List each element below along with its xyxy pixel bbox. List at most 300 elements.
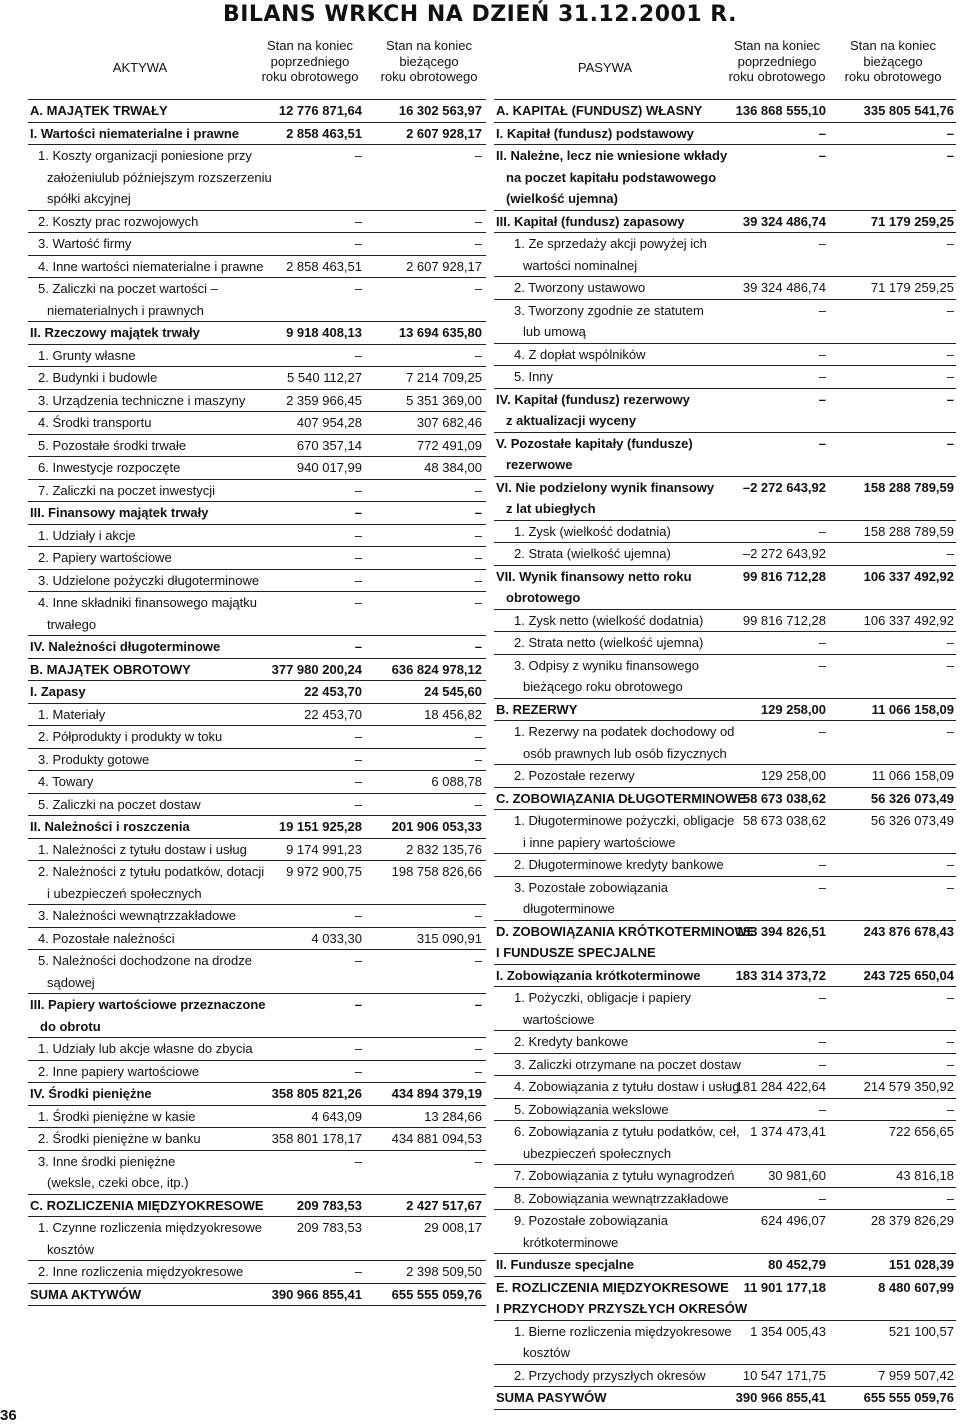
value-previous-year: – xyxy=(354,1063,362,1079)
row-label xyxy=(38,412,151,434)
table-row xyxy=(494,389,956,433)
header-line: roku obrotowego xyxy=(728,69,826,84)
value-previous-year: – xyxy=(818,236,826,251)
row-label-line: (wielkość ujemna) xyxy=(506,191,618,206)
header-line: Stan na koniec xyxy=(385,38,472,53)
value-previous-year: 1 374 473,41 xyxy=(750,1124,826,1139)
row-label xyxy=(38,1261,243,1283)
header-assets-curr xyxy=(374,38,484,85)
row-label-line: 2. Strata (wielkość ujemna) xyxy=(514,546,671,561)
row-label-line: krótkoterminowe xyxy=(523,1234,619,1250)
row-label-line: lub umową xyxy=(523,324,586,339)
value-current-year: – xyxy=(474,527,482,543)
table-row xyxy=(494,854,956,877)
row-label-line: VI. Nie podzielony wynik finansowy xyxy=(496,479,715,495)
value-previous-year: – xyxy=(354,213,362,229)
table-row xyxy=(28,704,486,727)
table-row xyxy=(28,547,486,570)
value-previous-year: 2 858 463,51 xyxy=(286,125,362,141)
row-label-line: E. ROZLICZENIA MIĘDZYOKRESOWE xyxy=(496,1279,729,1295)
value-current-year: 335 805 541,76 xyxy=(863,103,954,118)
value-previous-year: –2 272 643,92 xyxy=(742,479,826,495)
row-label-line: 2. Pozostałe rezerwy xyxy=(514,768,635,783)
row-label-line: 3. Należności wewnątrzzakładowe xyxy=(38,908,236,923)
row-label-line: 2. Papiery wartościowe xyxy=(38,550,172,565)
row-label-line: SUMA AKTYWÓW xyxy=(30,1286,141,1302)
row-label-line: ubezpieczeń społecznych xyxy=(523,1145,672,1161)
value-current-year: – xyxy=(946,1101,954,1117)
table-row xyxy=(494,145,956,211)
table-row xyxy=(494,987,956,1031)
value-current-year: – xyxy=(946,435,954,451)
row-label-line: II. Należności i roszczenia xyxy=(30,819,190,834)
value-current-year: 56 326 073,49 xyxy=(870,813,954,828)
value-previous-year: – xyxy=(354,953,362,968)
row-label xyxy=(38,928,175,950)
row-label-line: 3. Produkty gotowe xyxy=(38,751,150,767)
liabilities-column xyxy=(494,100,956,1410)
table-row xyxy=(494,566,956,610)
table-row xyxy=(28,839,486,862)
value-current-year: – xyxy=(946,346,954,362)
table-row xyxy=(494,1099,956,1122)
row-label-line: 3. Wartość firmy xyxy=(38,236,132,251)
header-line: Stan na koniec xyxy=(733,38,820,53)
value-current-year: 6 088,78 xyxy=(431,774,482,789)
row-label xyxy=(38,390,245,412)
row-label-line: do obrotu xyxy=(40,1018,101,1034)
row-label-line: 4. Środki transportu xyxy=(38,415,152,430)
row-label-line: 3. Tworzony zgodnie ze statutem xyxy=(514,302,704,318)
row-label xyxy=(38,145,272,210)
value-previous-year: 39 324 486,74 xyxy=(742,280,826,295)
row-label-line: 6. Zobowiązania z tytułu podatków, ceł, xyxy=(514,1124,740,1139)
row-label-line: 2. Długoterminowe kredyty bankowe xyxy=(514,857,724,872)
row-label-line: 2. Inne rozliczenia międzyokresowe xyxy=(38,1264,244,1279)
row-label xyxy=(496,566,692,609)
table-row xyxy=(28,322,486,345)
value-previous-year: 80 452,79 xyxy=(768,1257,826,1272)
table-row xyxy=(28,570,486,593)
value-previous-year: 9 972 900,75 xyxy=(286,864,362,879)
row-label-line: 3. Pozostałe zobowiązania xyxy=(514,879,668,895)
value-previous-year: – xyxy=(354,774,362,789)
table-row xyxy=(28,502,486,525)
row-label xyxy=(38,749,149,771)
value-previous-year: 407 954,28 xyxy=(296,415,362,430)
value-current-year: 521 100,57 xyxy=(888,1323,954,1339)
value-current-year: 158 288 789,59 xyxy=(863,523,954,539)
row-label xyxy=(496,100,702,122)
value-current-year: – xyxy=(946,657,954,673)
value-previous-year: 2 359 966,45 xyxy=(286,392,362,408)
header-assets-prev xyxy=(255,38,365,85)
value-previous-year: – xyxy=(354,751,362,767)
value-current-year: – xyxy=(946,391,954,407)
row-label xyxy=(38,861,264,904)
table-row xyxy=(494,788,956,811)
header-pasywa: PASYWA xyxy=(577,60,633,75)
row-label-line: obrotowego xyxy=(506,590,581,605)
value-previous-year: – xyxy=(818,125,826,141)
row-label-line: 2. Należności z tytułu podatków, dotacji xyxy=(38,864,265,879)
table-row xyxy=(28,659,486,682)
value-current-year: – xyxy=(474,482,482,498)
table-row xyxy=(28,256,486,279)
row-label-line: 1. Rezerwy na podatek dochodowy od xyxy=(514,724,735,739)
header-liab-curr xyxy=(838,38,948,85)
table-row xyxy=(28,435,486,458)
value-previous-year: 181 284 422,64 xyxy=(735,1079,826,1094)
row-label-line: wartości nominalnej xyxy=(523,257,638,273)
value-current-year: – xyxy=(474,1041,482,1056)
row-label xyxy=(38,525,136,547)
row-label-line: 3. Udzielone pożyczki długoterminowe xyxy=(38,572,260,588)
table-row xyxy=(494,765,956,788)
row-label-line: 1. Środki pieniężne w kasie xyxy=(38,1108,196,1124)
row-label xyxy=(514,721,734,764)
row-label-line: SUMA PASYWÓW xyxy=(496,1390,607,1405)
value-current-year: 13 284,66 xyxy=(424,1108,482,1124)
table-row xyxy=(494,300,956,344)
value-current-year: 48 384,00 xyxy=(424,460,482,475)
row-label-line: 8. Zobowiązania wewnątrzzakładowe xyxy=(514,1190,729,1206)
row-label xyxy=(38,256,263,278)
table-row xyxy=(494,1210,956,1254)
row-label xyxy=(514,810,734,853)
value-current-year: 28 379 826,29 xyxy=(870,1213,954,1228)
row-label xyxy=(38,1061,199,1083)
row-label-line: wartościowe xyxy=(523,1011,595,1027)
table-row xyxy=(28,390,486,413)
row-label xyxy=(514,1321,731,1364)
value-current-year: – xyxy=(474,347,482,363)
value-current-year: 307 682,46 xyxy=(416,415,482,430)
value-previous-year: – xyxy=(354,595,362,610)
table-row xyxy=(28,525,486,548)
value-current-year: 243 725 650,04 xyxy=(863,967,954,983)
row-label xyxy=(38,570,259,592)
value-previous-year: – xyxy=(354,908,362,923)
row-label xyxy=(496,145,727,210)
row-label-line: 2. Przychody przyszłych okresów xyxy=(514,1367,706,1383)
row-label-line: 7. Zaliczki na poczet inwestycji xyxy=(38,482,216,498)
value-current-year: 24 545,60 xyxy=(424,684,482,699)
value-previous-year: – xyxy=(354,796,362,812)
row-label xyxy=(38,1106,196,1128)
table-row xyxy=(494,655,956,699)
row-label xyxy=(38,1217,262,1260)
value-current-year: 243 876 678,43 xyxy=(863,923,954,939)
row-label-line: 3. Zaliczki otrzymane na poczet dostaw xyxy=(514,1056,741,1072)
row-label-line: II. Fundusze specjalne xyxy=(496,1257,634,1272)
row-label xyxy=(496,389,690,432)
row-label xyxy=(514,344,646,366)
row-label xyxy=(496,433,693,476)
value-current-year: – xyxy=(474,281,482,296)
row-label xyxy=(514,1165,734,1187)
row-label xyxy=(514,1031,628,1053)
row-label-line: 4. Inne wartości niematerialne i prawne xyxy=(38,258,264,274)
header-line: roku obrotowego xyxy=(261,69,359,84)
value-current-year: 315 090,91 xyxy=(416,930,482,946)
row-label-line: 4. Inne składniki finansowego majątku xyxy=(38,595,257,610)
row-label xyxy=(38,435,186,457)
table-row xyxy=(28,1106,486,1129)
row-label xyxy=(30,659,191,681)
table-row xyxy=(28,771,486,794)
table-row xyxy=(494,1321,956,1365)
row-label-line: z lat ubiegłych xyxy=(506,501,596,516)
row-label xyxy=(38,839,247,861)
row-label-line: 2. Koszty prac rozwojowych xyxy=(38,213,199,229)
table-row xyxy=(28,367,486,390)
row-label-line: II. Należne, lecz nie wniesione wkłady xyxy=(496,148,728,163)
value-current-year: 16 302 563,97 xyxy=(398,103,482,118)
row-label-line: założeniulub późniejszym rozszerzeniu xyxy=(47,169,272,185)
value-previous-year: – xyxy=(354,347,362,363)
row-label xyxy=(514,277,645,299)
value-previous-year: 670 357,14 xyxy=(296,437,362,453)
value-previous-year: –2 272 643,92 xyxy=(742,546,826,561)
table-row xyxy=(494,810,956,854)
value-previous-year: – xyxy=(818,523,826,539)
value-current-year: – xyxy=(946,990,954,1005)
value-current-year: – xyxy=(474,550,482,565)
value-current-year: – xyxy=(474,1153,482,1169)
table-row xyxy=(28,211,486,234)
row-label-line: 1. Udziały i akcje xyxy=(38,527,136,543)
row-label xyxy=(38,726,222,748)
value-current-year: 655 555 059,76 xyxy=(391,1286,482,1302)
value-current-year: 2 398 509,50 xyxy=(406,1264,482,1279)
value-previous-year: 4 643,09 xyxy=(311,1108,362,1124)
value-current-year: 158 288 789,59 xyxy=(863,479,954,495)
value-previous-year: – xyxy=(818,391,826,407)
table-row xyxy=(494,1365,956,1388)
value-previous-year: – xyxy=(354,997,362,1012)
value-previous-year: 9 918 408,13 xyxy=(286,325,362,340)
row-label-line: IV. Kapitał (fundusz) rezerwowy xyxy=(496,391,690,407)
row-label-line: 3. Odpisy z wyniku finansowego xyxy=(514,657,699,673)
row-label xyxy=(514,1099,669,1121)
value-current-year: 636 824 978,12 xyxy=(391,661,482,677)
row-label-line: 1. Ze sprzedaży akcji powyżej ich xyxy=(514,236,707,251)
value-current-year: – xyxy=(474,213,482,229)
row-label xyxy=(30,1284,141,1306)
value-current-year: 2 427 517,67 xyxy=(406,1197,482,1213)
table-row xyxy=(494,699,956,722)
row-label xyxy=(514,366,553,388)
row-label-line: II. Rzeczowy majątek trwały xyxy=(30,325,200,340)
row-label-line: D. ZOBOWIĄZANIA KRÓTKOTERMINOWE xyxy=(496,923,756,939)
table-row xyxy=(494,277,956,300)
table-row xyxy=(28,816,486,839)
value-previous-year: – xyxy=(354,505,362,520)
row-label xyxy=(38,457,180,479)
table-row xyxy=(494,721,956,765)
value-previous-year: – xyxy=(818,369,826,384)
value-previous-year: 30 981,60 xyxy=(768,1168,826,1183)
row-label xyxy=(514,543,671,565)
row-label xyxy=(30,123,239,145)
row-label xyxy=(38,233,131,255)
row-label-line: 4. Zobowiązania z tytułu dostaw i usług xyxy=(514,1079,740,1094)
row-label xyxy=(514,632,703,654)
value-previous-year: 11 901 177,18 xyxy=(743,1279,826,1295)
value-current-year: 772 491,09 xyxy=(416,437,482,453)
value-previous-year: – xyxy=(818,1034,826,1049)
value-current-year: – xyxy=(474,908,482,923)
row-label-line: 4. Pozostałe należności xyxy=(38,930,175,946)
row-label-line: III. Papiery wartościowe przeznaczone xyxy=(30,997,266,1012)
value-previous-year: 4 033,30 xyxy=(311,930,362,946)
header-liab-prev xyxy=(722,38,832,85)
value-previous-year: – xyxy=(818,857,826,872)
value-current-year: – xyxy=(474,953,482,968)
row-label-line: 1. Zysk netto (wielkość dodatnia) xyxy=(514,612,704,628)
table-row xyxy=(28,928,486,951)
row-label-line: VII. Wynik finansowy netto roku xyxy=(496,568,692,584)
row-label xyxy=(38,211,198,233)
value-previous-year: 2 858 463,51 xyxy=(286,258,362,274)
value-current-year: 8 480 607,99 xyxy=(878,1279,954,1295)
page-number: 36 xyxy=(0,1407,17,1424)
table-row xyxy=(494,1188,956,1211)
row-label xyxy=(38,547,172,569)
row-label-line: 5. Inny xyxy=(514,369,554,384)
table-row xyxy=(28,1083,486,1106)
value-previous-year: 58 673 038,62 xyxy=(742,813,826,828)
row-label xyxy=(38,1128,201,1150)
table-row xyxy=(28,1038,486,1061)
row-label-line: V. Pozostałe kapitały (fundusze) xyxy=(496,435,693,451)
table-row xyxy=(494,100,956,123)
value-previous-year: 358 801 178,17 xyxy=(271,1131,362,1146)
row-label xyxy=(514,233,707,276)
table-row xyxy=(28,412,486,435)
row-label-line: 5. Zobowiązania wekslowe xyxy=(514,1101,669,1117)
value-previous-year: – xyxy=(818,657,826,673)
value-previous-year: 209 783,53 xyxy=(296,1197,362,1213)
table-row xyxy=(494,1121,956,1165)
value-previous-year: – xyxy=(354,572,362,588)
value-previous-year: 358 805 821,26 xyxy=(271,1086,362,1101)
table-row xyxy=(28,994,486,1038)
value-previous-year: 39 324 486,74 xyxy=(742,213,826,229)
value-previous-year: 624 496,07 xyxy=(760,1213,826,1228)
row-label xyxy=(514,877,668,920)
row-label-line: 4. Z dopłat wspólników xyxy=(514,346,646,362)
value-current-year: 56 326 073,49 xyxy=(870,790,954,806)
header-line: poprzedniego xyxy=(270,53,350,69)
value-previous-year: 129 258,00 xyxy=(760,768,826,783)
value-previous-year: 183 314 373,72 xyxy=(735,967,826,983)
row-label xyxy=(30,681,86,703)
row-label-line: 1. Czynne rozliczenia międzyokresowe xyxy=(38,1220,262,1235)
value-current-year: – xyxy=(474,751,482,767)
value-current-year: – xyxy=(474,236,482,251)
row-label xyxy=(38,771,93,793)
table-row xyxy=(28,100,486,123)
value-current-year: 2 607 928,17 xyxy=(406,125,482,141)
value-previous-year: 10 547 171,75 xyxy=(742,1367,826,1383)
value-previous-year: – xyxy=(354,550,362,565)
table-row xyxy=(28,1217,486,1261)
row-label-line: IV. Należności długoterminowe xyxy=(30,639,221,654)
value-current-year: 434 894 379,19 xyxy=(391,1086,482,1101)
row-label-line: I FUNDUSZE SPECJALNE xyxy=(496,945,656,960)
row-label xyxy=(514,610,703,632)
table-row xyxy=(494,921,956,965)
row-label xyxy=(30,322,200,344)
row-label-line: 9. Pozostałe zobowiązania xyxy=(514,1213,668,1228)
value-previous-year: – xyxy=(354,281,362,296)
value-current-year: – xyxy=(474,148,482,163)
row-label-line: B. MAJĄTEK OBROTOWY xyxy=(30,661,191,677)
value-previous-year: 183 394 826,51 xyxy=(735,923,826,939)
value-current-year: – xyxy=(474,595,482,610)
row-label-line: osób prawnych lub osób fizycznych xyxy=(523,745,727,761)
row-label-line: A. KAPITAŁ (FUNDUSZ) WŁASNY xyxy=(496,103,703,118)
row-label-line: A. MAJĄTEK TRWAŁY xyxy=(30,103,168,118)
value-current-year: – xyxy=(946,148,954,163)
value-current-year: – xyxy=(474,729,482,744)
value-previous-year: – xyxy=(354,1041,362,1056)
table-row xyxy=(494,477,956,521)
value-previous-year: – xyxy=(354,527,362,543)
value-current-year: 11 066 158,09 xyxy=(871,768,954,783)
value-previous-year: – xyxy=(818,302,826,318)
table-row xyxy=(28,592,486,636)
row-label-line: 1. Materiały xyxy=(38,706,106,722)
table-row xyxy=(28,1151,486,1195)
table-row xyxy=(494,433,956,477)
value-previous-year: – xyxy=(354,482,362,498)
row-label xyxy=(514,1210,668,1253)
table-row xyxy=(28,233,486,256)
row-label-line: 2. Środki pieniężne w banku xyxy=(38,1131,201,1146)
value-current-year: – xyxy=(946,369,954,384)
table-row xyxy=(494,632,956,655)
value-current-year: 71 179 259,25 xyxy=(870,213,954,229)
value-previous-year: 390 966 855,41 xyxy=(271,1286,362,1302)
value-current-year: – xyxy=(474,1063,482,1079)
value-previous-year: 209 783,53 xyxy=(296,1220,362,1235)
row-label xyxy=(38,1151,189,1194)
table-row xyxy=(494,877,956,921)
value-previous-year: 19 151 925,28 xyxy=(278,819,362,834)
value-current-year: 434 881 094,53 xyxy=(391,1131,482,1146)
row-label-line: (weksle, czeki obce, itp.) xyxy=(47,1175,189,1190)
value-current-year: – xyxy=(946,857,954,872)
assets-column xyxy=(28,100,486,1306)
row-label-line: C. ZOBOWIĄZANIA DŁUGOTERMINOWE xyxy=(496,790,747,806)
value-previous-year: – xyxy=(354,639,362,654)
table-row xyxy=(494,1387,956,1410)
value-previous-year: 5 540 112,27 xyxy=(287,370,362,385)
row-label xyxy=(496,699,577,721)
table-row xyxy=(494,1277,956,1321)
row-label xyxy=(38,367,157,389)
value-current-year: 29 008,17 xyxy=(424,1220,482,1235)
row-label-line: 4. Towary xyxy=(38,774,94,789)
row-label-line: III. Kapitał (fundusz) zapasowy xyxy=(496,213,685,229)
row-label-line: 3. Urządzenia techniczne i maszyny xyxy=(38,392,246,408)
table-row xyxy=(494,521,956,544)
value-previous-year: 377 980 200,24 xyxy=(271,661,362,677)
value-current-year: – xyxy=(946,546,954,561)
